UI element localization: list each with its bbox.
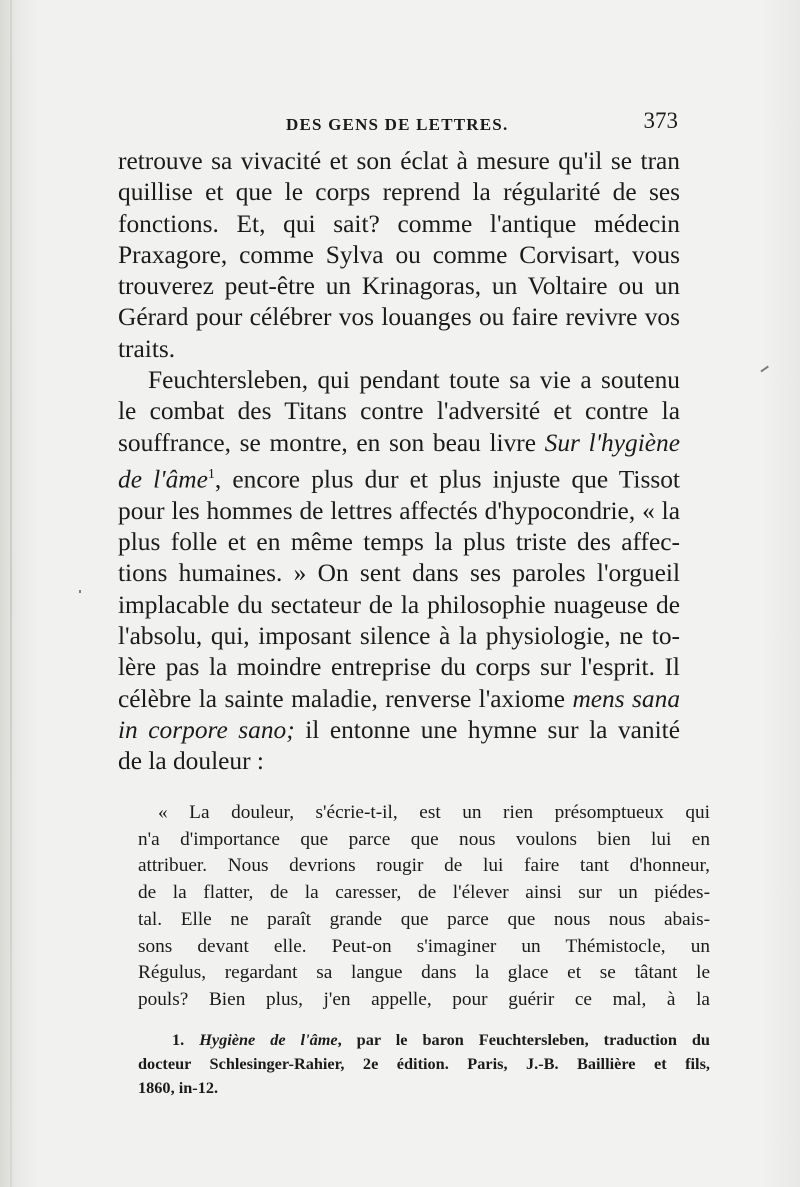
text-line: trouverez peut-être un Krinagoras, un Voltaire ou un [118, 272, 680, 301]
quote-line: sons devant elle. Peut-on s'imaginer un Thémistocle, un [138, 935, 710, 957]
latin-phrase-italic: mens sana [572, 684, 681, 713]
footnotes [138, 1028, 710, 1100]
quote-line: de la flatter, de la caresser, de l'élever ainsi sur un piédes- [138, 882, 710, 904]
running-title: DES GENS DE LETTRES. [286, 115, 509, 134]
footnote-title-italic: Hygiène de l'âme [199, 1030, 338, 1049]
quote-line: Régulus, regardant sa langue dans la glace et se tâtant le [138, 962, 710, 984]
quote-line: tal. Elle ne paraît grande que parce que nous nous abais- [138, 908, 710, 930]
text-line: tions humaines. » On sent dans ses paroles l'orgueil [118, 559, 680, 588]
quote-line: attribuer. Nous devrions rougir de lui faire tant d'honneur, [138, 855, 710, 877]
quote-line: pouls? Bien plus, j'en appelle, pour guérir ce mal, à la [138, 988, 710, 1010]
text-line: l'absolu, qui, imposant silence à la physiologie, ne to- [118, 621, 680, 650]
text-span: souffrance, se montre, en son beau livre [118, 428, 545, 457]
text-line: Praxagore, comme Sylva ou comme Corvisart, vous [118, 240, 680, 269]
text-line: Feuchtersleben, qui pendant toute sa vie a soutenu [148, 366, 680, 395]
text-line: lère pas la moindre entreprise du corps sur l'esprit. Il [118, 653, 680, 682]
book-title-italic: de l'âme [118, 465, 208, 494]
block-quote [138, 800, 710, 1014]
page-header [118, 108, 680, 138]
text-span: , par le baron Feuchtersleben, traduction du [337, 1030, 710, 1049]
paragraph-1 [118, 146, 680, 365]
latin-phrase-italic: in corpore sano; [118, 715, 295, 744]
footnote-number: 1. [172, 1030, 200, 1049]
text-line: fonctions. Et, qui sait? comme l'antique médecin [118, 209, 680, 238]
text-span: il entonne une hymne sur la vanité [294, 715, 680, 744]
page-gutter-shadow [10, 0, 12, 1187]
text-line [118, 684, 680, 715]
page-number: 373 [643, 108, 678, 133]
text-line: de la douleur : [118, 747, 264, 776]
text-line: retrouve sa vivacité et son éclat à mesure qu'il se tran [118, 147, 680, 175]
text-span: , encore plus dur et plus injuste que Tissot [214, 465, 680, 494]
text-line: Gérard pour célébrer vos louanges ou faire revivre vos [118, 303, 680, 332]
footnote-ref: 1 [207, 466, 215, 482]
main-text [118, 146, 680, 777]
quote-line: n'a d'importance que parce que nous voulons bien lui en [138, 828, 710, 850]
text-line: quillise et que le corps reprend la régularité de ses [118, 178, 680, 207]
text-line: implacable du sectateur de la philosophie nuageuse de [118, 590, 680, 619]
text-line [118, 459, 680, 496]
text-span: célèbre la sainte maladie, renverse l'axiome [118, 684, 573, 713]
quote-line: « La douleur, s'écrie-t-il, est un rien présomptueux qui [158, 802, 710, 823]
paragraph-2 [118, 365, 680, 777]
text-line: plus folle et en même temps la plus triste des affec- [118, 528, 680, 557]
margin-mark [760, 366, 768, 372]
footnote-line: docteur Schlesinger-Rahier, 2e édition. Paris, J.-B. Baillière et fils, [138, 1054, 710, 1073]
text-line: le combat des Titans contre l'adversité et contre la [118, 397, 680, 426]
text-line [118, 715, 680, 746]
footnote-line: 1860, in-12. [138, 1078, 219, 1097]
text-line [118, 428, 680, 459]
margin-speck [79, 590, 81, 593]
book-title-italic: Sur l'hygiène [544, 428, 681, 457]
footnote-line [138, 1028, 710, 1052]
text-line: pour les hommes de lettres affectés d'hypocondrie, « la [118, 496, 680, 525]
text-line: traits. [118, 334, 176, 363]
